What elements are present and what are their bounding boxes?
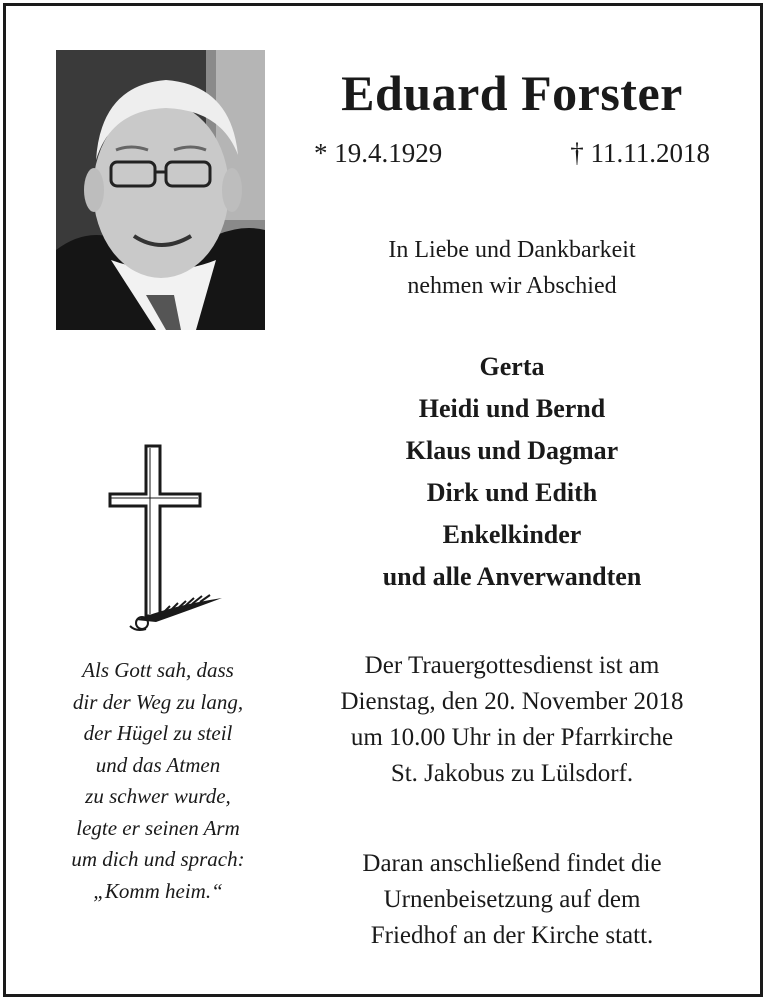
burial-line: Daran anschließend findet die — [362, 850, 662, 877]
intro-line: nehmen wir Abschied — [407, 273, 617, 299]
family-member: Dirk und Edith — [426, 478, 598, 507]
burial-line: Urnenbeisetzung auf dem — [383, 886, 641, 913]
farewell-intro — [300, 232, 724, 304]
family-member: und alle Anverwandten — [382, 562, 642, 591]
poem — [36, 655, 280, 907]
birth-date: * 19.4.1929 — [314, 138, 443, 168]
service-line: St. Jakobus zu Lülsdorf. — [390, 760, 634, 787]
poem-line: um dich und sprach: — [71, 847, 245, 871]
family-list — [300, 346, 724, 598]
poem-line: legte er seinen Arm — [76, 815, 240, 840]
poem-line: zu schwer wurde, — [85, 784, 231, 808]
poem-line: dir der Weg zu lang, — [72, 689, 244, 714]
burial-info — [300, 846, 724, 954]
service-info — [300, 648, 724, 792]
cross-icon — [100, 440, 230, 645]
family-member: Enkelkinder — [442, 520, 582, 549]
poem-line: und das Atmen — [95, 752, 221, 777]
family-member: Gerta — [479, 352, 545, 381]
service-line: Der Trauergottesdienst ist am — [364, 652, 660, 679]
poem-line: der Hügel zu steil — [83, 721, 233, 745]
family-member: Klaus und Dagmar — [405, 436, 619, 465]
service-line: um 10.00 Uhr in der Pfarrkirche — [350, 724, 674, 751]
death-date: † 11.11.2018 — [570, 138, 710, 168]
deceased-name: Eduard Forster — [341, 65, 683, 121]
burial-line: Friedhof an der Kirche statt. — [370, 922, 654, 949]
poem-line: „Komm heim.“ — [93, 878, 223, 903]
portrait-photo — [56, 50, 265, 330]
poem-line: Als Gott sah, dass — [82, 658, 234, 682]
intro-line: In Liebe und Dankbarkeit — [388, 237, 636, 263]
family-member: Heidi und Bernd — [418, 394, 606, 423]
service-line: Dienstag, den 20. November 2018 — [340, 688, 684, 715]
